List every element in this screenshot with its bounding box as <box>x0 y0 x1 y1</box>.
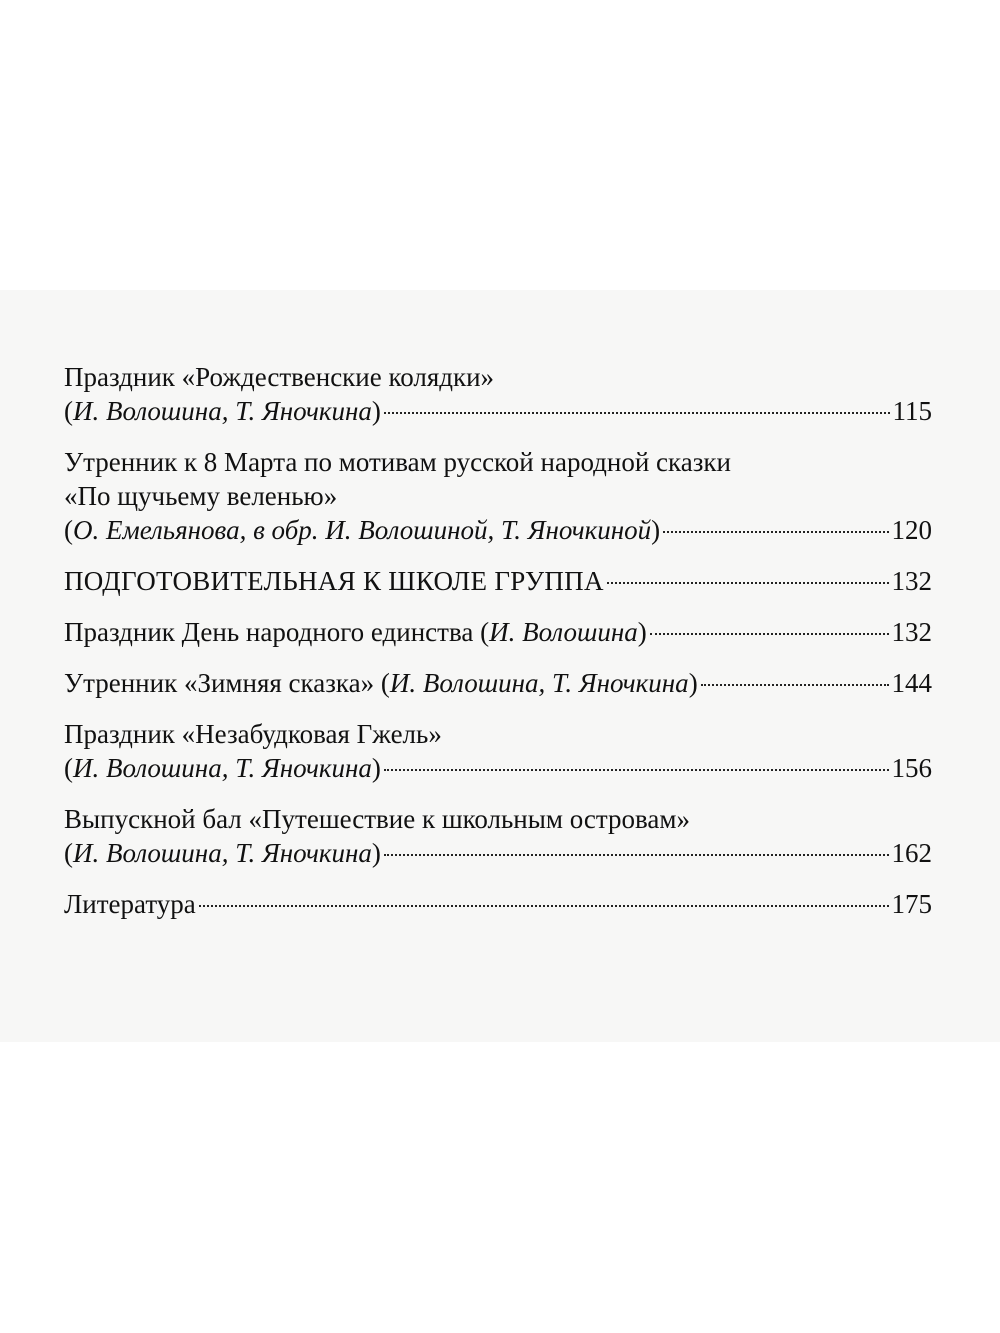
toc-entry-row <box>64 666 932 700</box>
toc-entry-row <box>64 394 932 428</box>
toc-entry-row <box>64 564 932 598</box>
paren-close: ) <box>651 515 661 545</box>
dot-leader <box>663 531 888 533</box>
toc-page-number: 162 <box>891 838 932 868</box>
toc-page-number: 144 <box>891 668 932 698</box>
dot-leader <box>199 905 889 907</box>
toc-entry-authors: И. Волошина, Т. Яночкина <box>73 753 372 783</box>
dot-leader <box>384 854 889 856</box>
toc-entry-authors: О. Емельянова, в обр. И. Волошиной, Т. Яночкиной <box>73 515 652 545</box>
toc-entry <box>64 887 932 921</box>
toc-page-number: 115 <box>892 396 932 426</box>
toc-page-number: 156 <box>891 753 932 783</box>
toc-entry-row <box>64 836 932 870</box>
toc-entry-title: Праздник День народного единства <box>64 617 474 647</box>
toc-entry-title-continued: «По щучьему веленью» <box>64 481 338 511</box>
toc-page-number: 120 <box>891 515 932 545</box>
toc-entry-title: Литература <box>64 889 196 919</box>
paren-open: ( <box>64 753 73 783</box>
toc-section-title: ПОДГОТОВИТЕЛЬНАЯ К ШКОЛЕ ГРУППА <box>64 566 604 596</box>
toc-entry-row <box>64 751 932 785</box>
paren-close: ) <box>371 753 381 783</box>
toc-entry-title: Праздник «Рождественские колядки» <box>64 362 495 392</box>
paren-close: ) <box>371 838 381 868</box>
paren-close: ) <box>371 396 381 426</box>
toc-entry <box>64 666 932 700</box>
toc-section-heading <box>64 564 932 598</box>
toc-entry-authors: И. Волошина, Т. Яночкина <box>389 668 689 698</box>
toc-entry-title: Утренник к 8 Марта по мотивам русской народной сказки <box>64 447 731 477</box>
dot-leader <box>384 412 890 414</box>
toc-entry <box>64 802 932 870</box>
paren-open: ( <box>64 515 73 545</box>
toc-entry <box>64 360 932 428</box>
dot-leader <box>384 769 889 771</box>
dot-leader <box>650 633 889 635</box>
table-of-contents <box>64 360 932 938</box>
toc-entry <box>64 717 932 785</box>
toc-page-number: 175 <box>891 889 932 919</box>
toc-entry-authors: И. Волошина, Т. Яночкина <box>73 838 372 868</box>
toc-entry-authors: И. Волошина, Т. Яночкина <box>73 396 372 426</box>
paren-close: ) <box>637 617 647 647</box>
toc-entry-title: Праздник «Незабудковая Гжель» <box>64 719 442 749</box>
toc-entry-row <box>64 513 932 547</box>
dot-leader <box>701 684 889 686</box>
toc-page-number: 132 <box>891 566 932 596</box>
toc-entry-row <box>64 615 932 649</box>
dot-leader <box>607 582 889 584</box>
toc-entry <box>64 615 932 649</box>
toc-page-number: 132 <box>891 617 932 647</box>
toc-entry-title: Выпускной бал «Путешествие к школьным островам» <box>64 804 690 834</box>
toc-entry-title: Утренник «Зимняя сказка» <box>64 668 375 698</box>
paren-open: ( <box>480 617 490 647</box>
paren-open: ( <box>64 838 73 868</box>
paren-open: ( <box>380 668 390 698</box>
toc-entry-row <box>64 887 932 921</box>
toc-entry-authors: И. Волошина <box>489 617 638 647</box>
toc-entry <box>64 445 932 547</box>
paren-open: ( <box>64 396 73 426</box>
paren-close: ) <box>688 668 698 698</box>
